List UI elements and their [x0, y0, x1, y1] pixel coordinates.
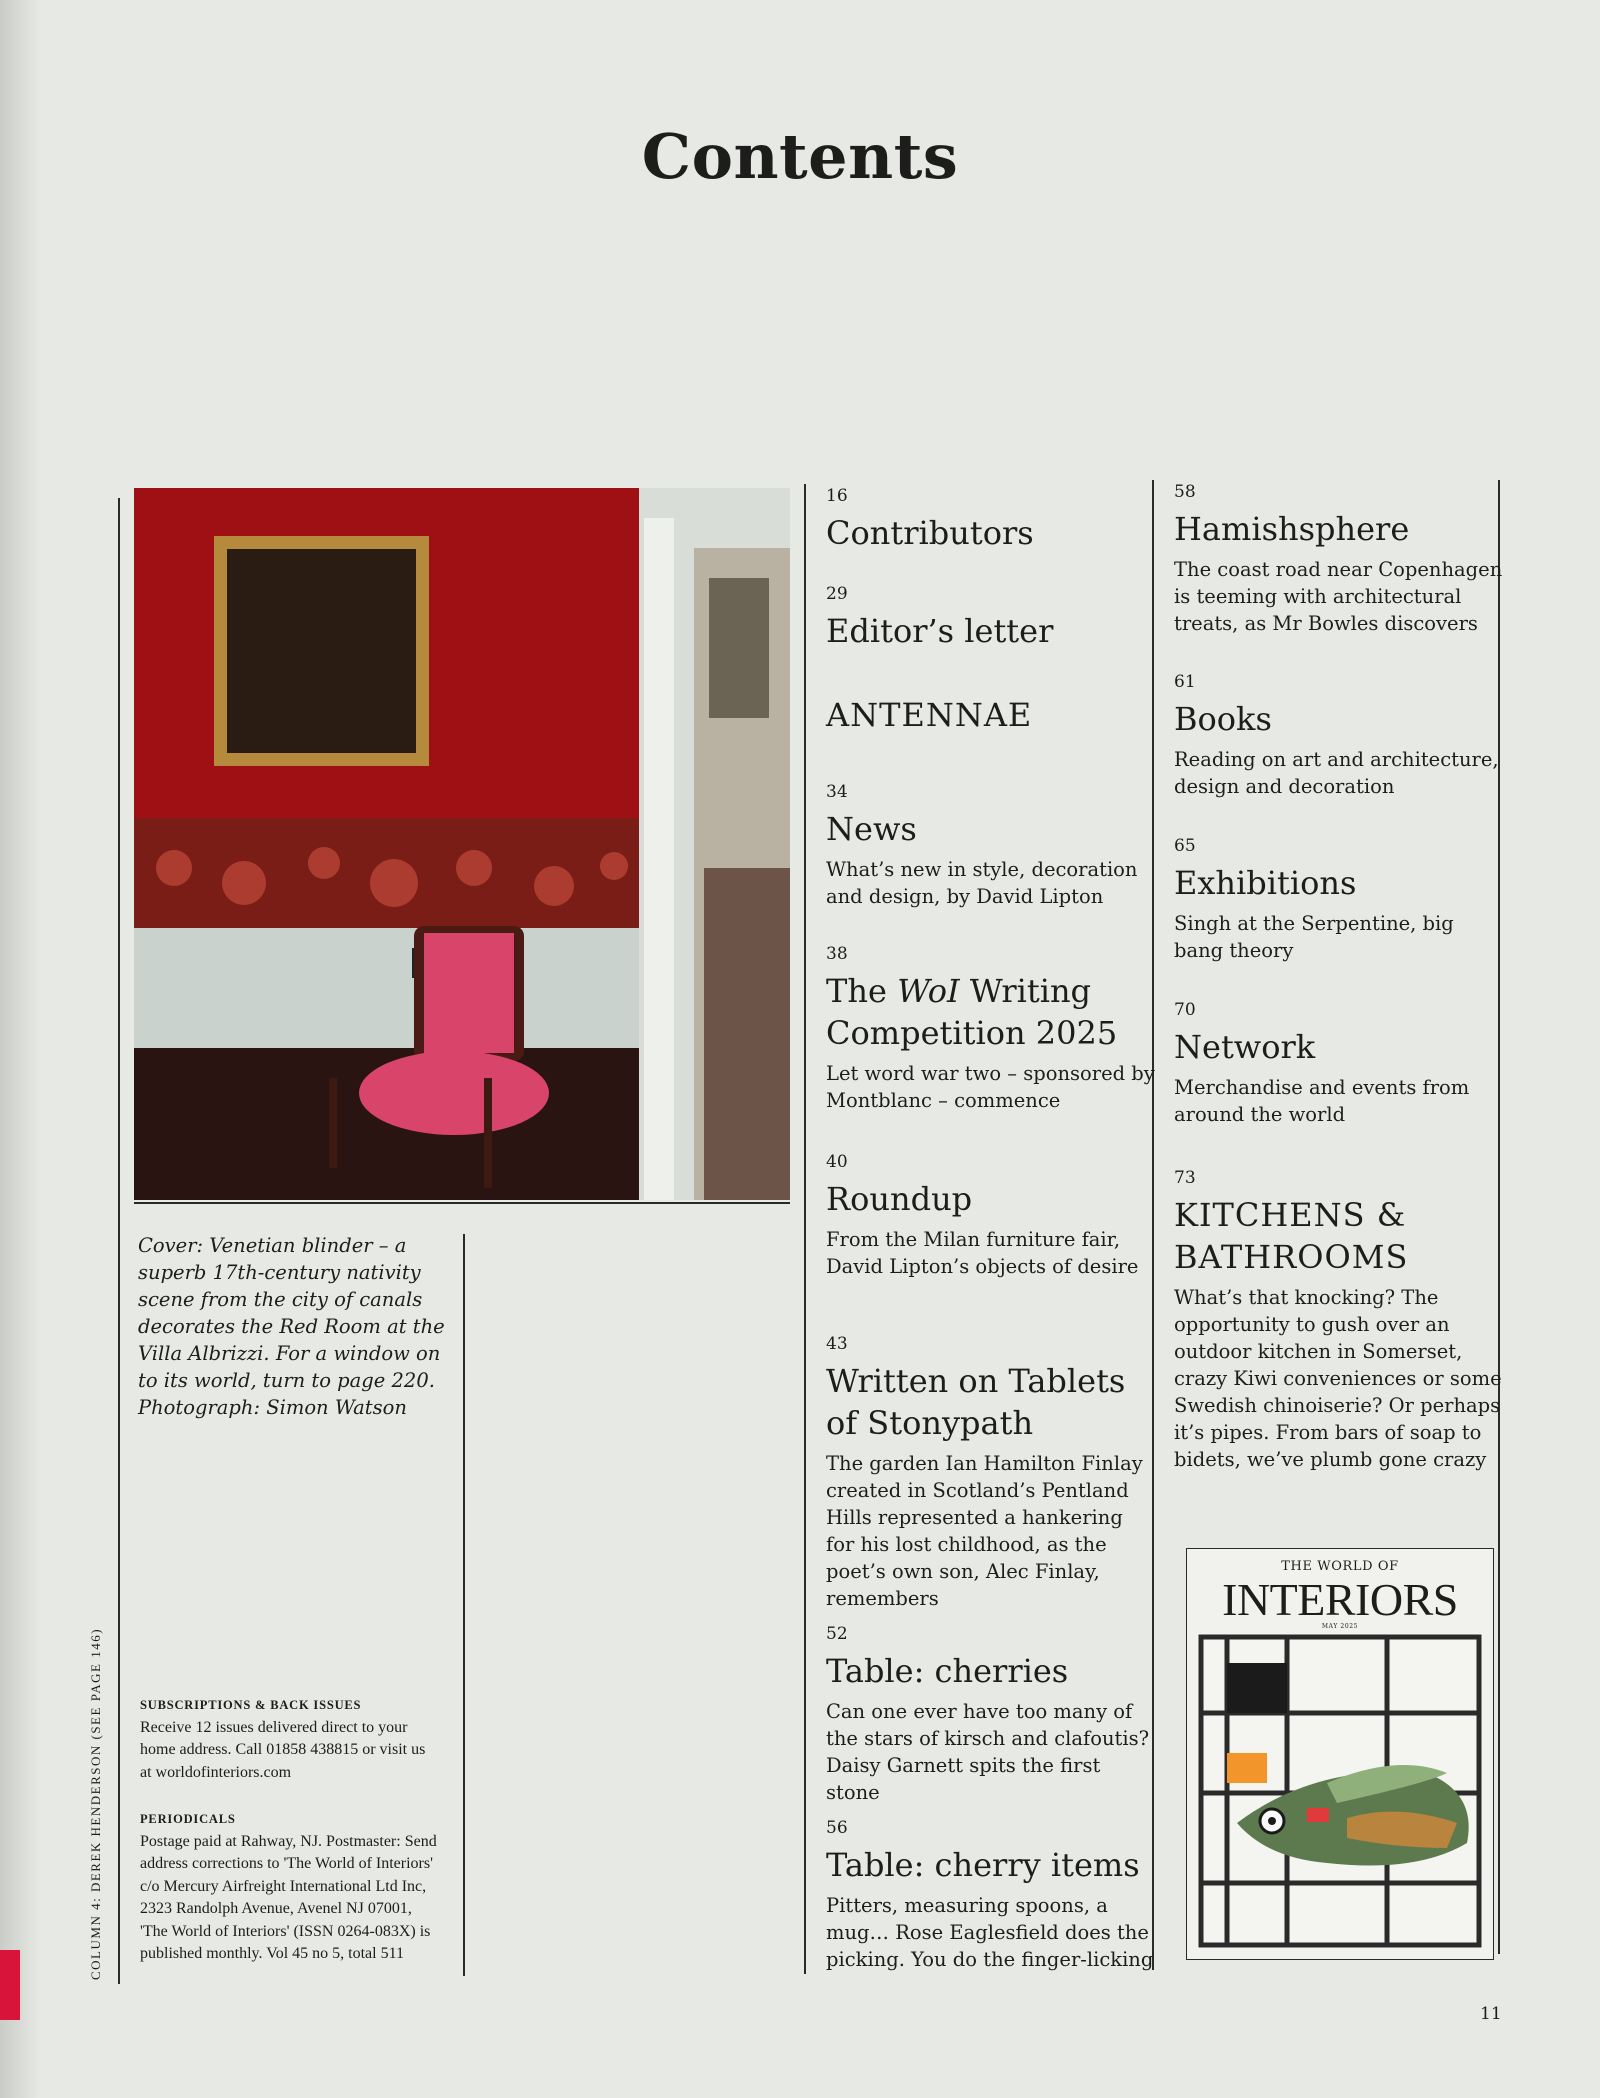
cover-photograph — [134, 488, 790, 1200]
entry-books[interactable] — [1174, 672, 1504, 800]
entry-title: Network — [1174, 1028, 1316, 1066]
entry-written-on-tablets[interactable] — [826, 1334, 1156, 1612]
entry-page-number: 73 — [1174, 1168, 1196, 1188]
cover-caption: Cover: Venetian blinder – a superb 17th-century nativity scene from the city of canals decorates the Red Room at the Villa Albrizzi. For a window on to its world, turn to page 220. Photograph: Simon Watson — [138, 1234, 445, 1419]
entry-network[interactable] — [1174, 1000, 1504, 1128]
page-gutter-shadow — [0, 0, 40, 2098]
entry-description: What’s that knocking? The opportunity to gush over an outdoor kitchen in Somerset, crazy Kiwi conveniences or some Swedish chinoiserie? Or perhaps it’s pipes. From bars of soap to bidets, we’ve plumb gone crazy — [1174, 1286, 1502, 1471]
entry-description: Reading on art and architecture, design and decoration — [1174, 748, 1499, 798]
entry-title: Written on Tablets of Stonypath — [826, 1362, 1126, 1442]
entry-roundup[interactable] — [826, 1152, 1156, 1280]
subscriptions-body: Receive 12 issues delivered direct to your home address. Call 01858 438815 or visit us at worldofinteriors.com — [140, 1718, 426, 1781]
entry-title: Editor’s letter — [826, 612, 1054, 650]
entry-title: Roundup — [826, 1180, 973, 1218]
issue-date: MAY 2025 — [1321, 1623, 1359, 1630]
entry-page-number: 61 — [1174, 672, 1196, 692]
mosaic-fish-illustration — [1197, 1633, 1483, 1949]
rule-left — [118, 498, 120, 1984]
entry-title: Hamishsphere — [1174, 510, 1410, 548]
entry-title: KITCHENS & BATHROOMS — [1174, 1196, 1409, 1276]
entry-title: The WoI Writing Competition 2025 — [826, 972, 1118, 1052]
entry-table-cherries[interactable] — [826, 1624, 1156, 1806]
entry-description: Merchandise and events from around the world — [1174, 1076, 1470, 1126]
rule-caption-right — [463, 1234, 465, 1976]
rule-under-photo — [134, 1202, 790, 1204]
magazine-cover-thumbnail[interactable] — [1186, 1548, 1494, 1960]
periodicals-block — [140, 1808, 440, 1966]
entry-page-number: 29 — [826, 584, 848, 604]
entry-writing-competition[interactable] — [826, 944, 1156, 1114]
entry-page-number: 16 — [826, 486, 848, 506]
entry-page-number: 34 — [826, 782, 848, 802]
entry-title: Contributors — [826, 514, 1034, 552]
subscriptions-block — [140, 1694, 440, 1784]
entry-hamishsphere[interactable] — [1174, 482, 1504, 637]
title-emphasis: WoI — [897, 972, 960, 1010]
entry-description: Let word war two – sponsored by Montblanc – commence — [826, 1062, 1155, 1112]
entry-page-number: 38 — [826, 944, 848, 964]
entry-page-number: 70 — [1174, 1000, 1196, 1020]
entry-title: Table: cherry items — [826, 1846, 1140, 1884]
entry-description: Can one ever have too many of the stars of kirsch and clafoutis? Daisy Garnett spits the first stone — [826, 1700, 1150, 1804]
entry-page-number: 56 — [826, 1818, 848, 1838]
entry-page-number: 40 — [826, 1152, 848, 1172]
entry-exhibitions[interactable] — [1174, 836, 1504, 964]
entry-title: Books — [1174, 700, 1272, 738]
entry-description: The garden Ian Hamilton Finlay created in Scotland’s Pentland Hills represented a hankering for his lost childhood, as the poet’s own son, Alec Finlay, remembers — [826, 1452, 1143, 1610]
page-number: 11 — [1480, 2004, 1502, 2024]
subscriptions-heading: SUBSCRIPTIONS & BACK ISSUES — [140, 1698, 362, 1712]
entry-news[interactable] — [826, 782, 1156, 910]
entry-description: Singh at the Serpentine, big bang theory — [1174, 912, 1454, 962]
entry-title: Exhibitions — [1174, 864, 1357, 902]
entry-table-cherry-items[interactable] — [826, 1818, 1156, 1973]
entry-title: Table: cherries — [826, 1652, 1069, 1690]
entry-page-number: 52 — [826, 1624, 848, 1644]
entry-page-number: 65 — [1174, 836, 1196, 856]
red-room-illustration — [134, 488, 790, 1200]
periodicals-body: Postage paid at Rahway, NJ. Postmaster: Send address corrections to 'The World of Interiors' c/o Mercury Airfreight International Ltd Inc, 2323 Randolph Avenue, Avenel NJ 07001, 'The World of Interiors' (ISSN 0264-083X) is published monthly. Vol 45 no 5, total 511 — [140, 1832, 437, 1962]
red-ribbon-edge — [0, 1950, 20, 2020]
section-antennae — [826, 694, 1156, 736]
entry-editors-letter[interactable] — [826, 584, 1156, 652]
masthead: INTERIORS — [1222, 1574, 1458, 1625]
page-title: Contents — [641, 120, 959, 193]
entry-description: From the Milan furniture fair, David Lipton’s objects of desire — [826, 1228, 1139, 1278]
entry-description: The coast road near Copenhagen is teeming with architectural treats, as Mr Bowles discovers — [1174, 558, 1503, 635]
entry-description: What’s new in style, decoration and design, by David Lipton — [826, 858, 1138, 908]
entry-description: Pitters, measuring spoons, a mug… Rose Eaglesfield does the picking. You do the finger-licking — [826, 1894, 1154, 1971]
section-heading: ANTENNAE — [826, 696, 1033, 734]
photo-credit-vertical: COLUMN 4: DEREK HENDERSON (SEE PAGE 146) — [88, 1627, 103, 1980]
entry-contributors[interactable] — [826, 486, 1156, 554]
masthead-small: THE WORLD OF — [1281, 1559, 1399, 1574]
entry-page-number: 58 — [1174, 482, 1196, 502]
entry-page-number: 43 — [826, 1334, 848, 1354]
periodicals-heading: PERIODICALS — [140, 1812, 236, 1826]
entry-title: News — [826, 810, 917, 848]
rule-col2-left — [804, 484, 806, 1974]
entry-kitchens-bathrooms[interactable] — [1174, 1168, 1504, 1473]
